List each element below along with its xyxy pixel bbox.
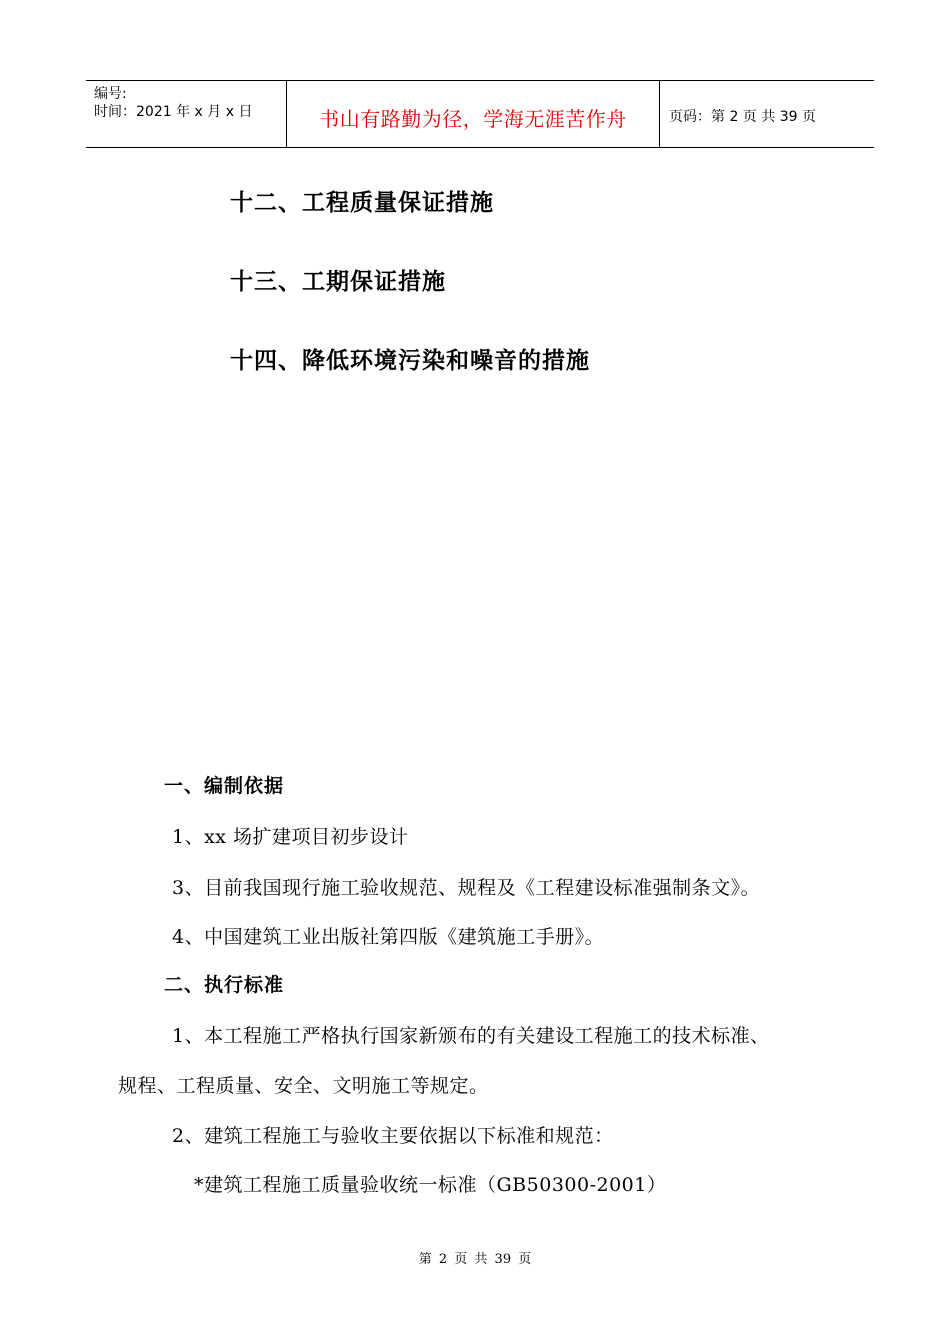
basis-item-4: 4、中国建筑工业出版社第四版《建筑施工手册》。 bbox=[172, 926, 605, 948]
header-page-cell bbox=[659, 81, 874, 147]
standards-paragraph-2: 2、建筑工程施工与验收主要依据以下标准和规范： bbox=[172, 1125, 614, 1147]
toc-item-14: 十四、降低环境污染和噪音的措施 bbox=[230, 348, 590, 374]
header-info-cell bbox=[86, 81, 286, 147]
document-date: 时间：2021 年 x 月 x 日 bbox=[94, 104, 253, 120]
standards-paragraph-1-line-1: 1、本工程施工严格执行国家新颁布的有关建设工程施工的技术标准、 bbox=[172, 1025, 770, 1047]
section-heading-standards: 二、执行标准 bbox=[164, 974, 285, 996]
standard-item-gb50300: *建筑工程施工质量验收统一标准（GB50300-2001） bbox=[194, 1174, 667, 1196]
page-footer: 第 2 页 共 39 页 bbox=[418, 1252, 532, 1267]
basis-item-3: 3、目前我国现行施工验收规范、规程及《工程建设标准强制条文》。 bbox=[172, 877, 761, 899]
standards-paragraph-1-line-2: 规程、工程质量、安全、文明施工等规定。 bbox=[118, 1075, 489, 1097]
basis-item-1: 1、xx 场扩建项目初步设计 bbox=[172, 826, 409, 848]
document-header bbox=[86, 80, 874, 148]
header-motto-cell bbox=[286, 81, 660, 147]
header-page-code: 页码：第 2 页 共 39 页 bbox=[669, 109, 816, 125]
document-number-label: 编号: bbox=[94, 86, 127, 102]
section-heading-basis: 一、编制依据 bbox=[164, 775, 285, 797]
toc-item-13: 十三、工期保证措施 bbox=[230, 269, 446, 295]
toc-item-12: 十二、工程质量保证措施 bbox=[230, 190, 494, 216]
header-motto: 书山有路勤为径，学海无涯苦作舟 bbox=[319, 107, 627, 131]
